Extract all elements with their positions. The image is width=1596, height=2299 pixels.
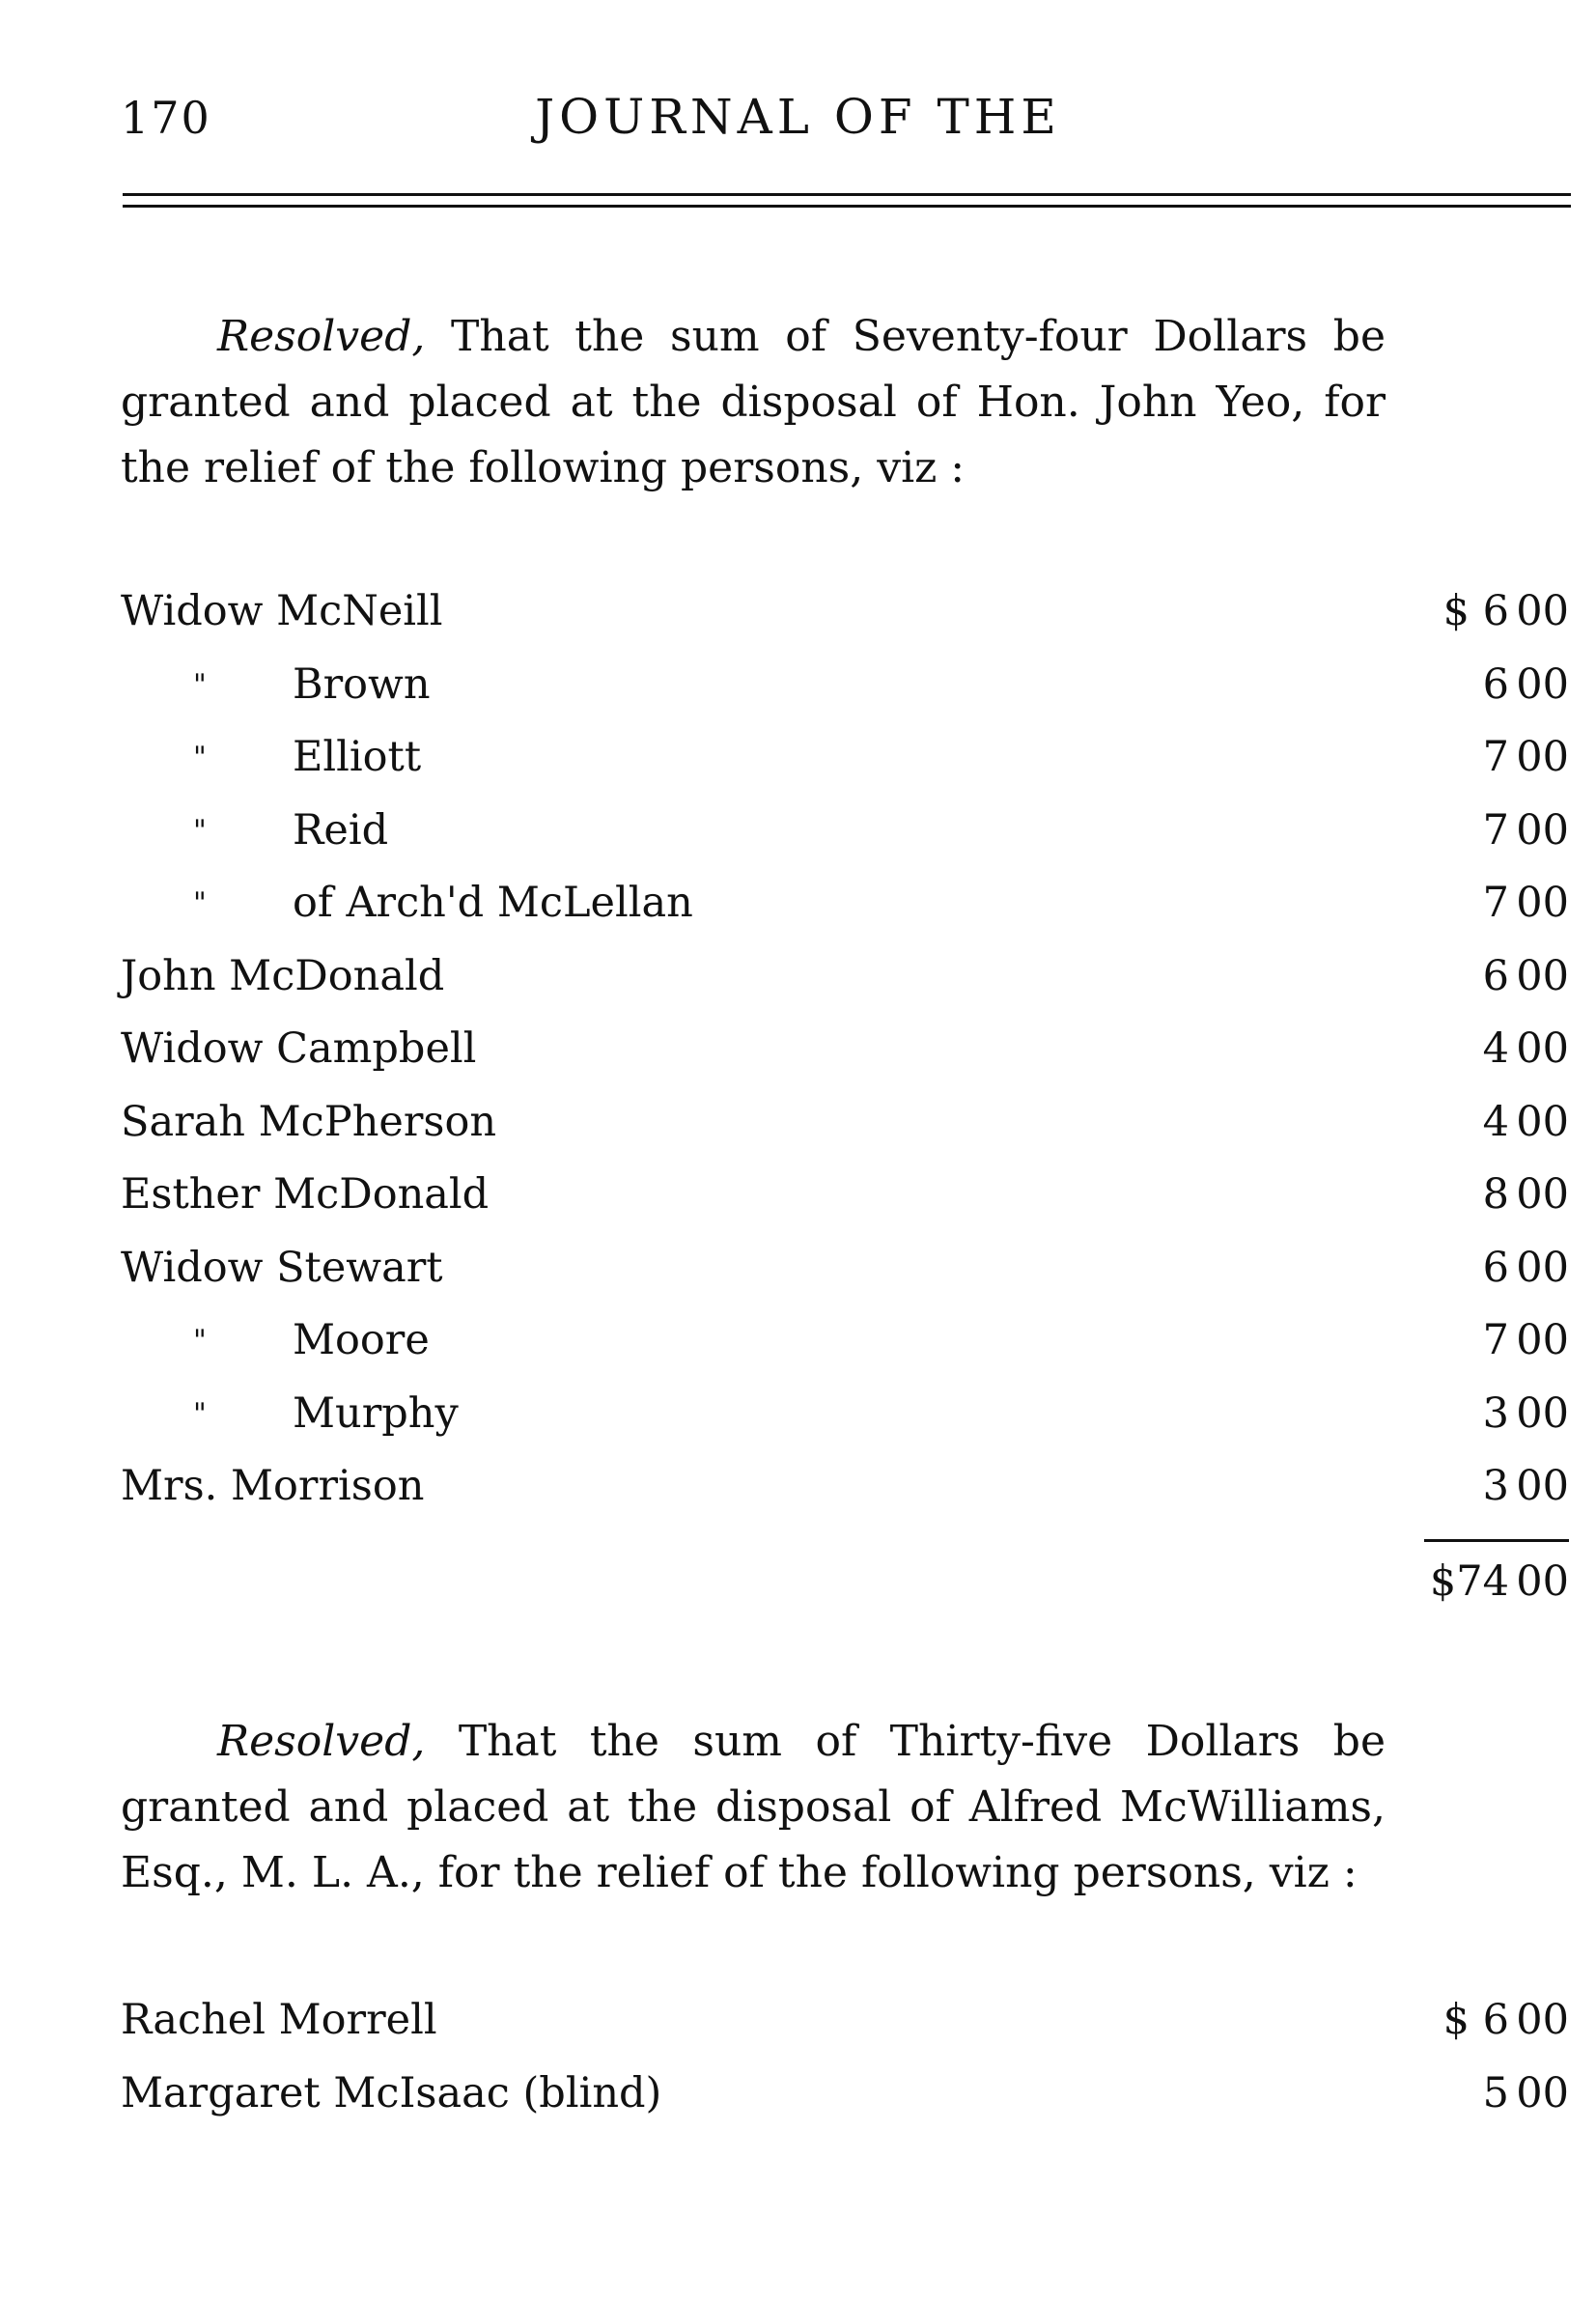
total-rule (1424, 1539, 1569, 1542)
ditto-mark: " (193, 886, 207, 920)
recipient-name: Sarah McPherson (121, 1097, 497, 1146)
resolved-lead: Resolved, (217, 312, 426, 361)
ditto-mark: " (193, 1324, 207, 1358)
recipient-name: Brown (293, 659, 431, 709)
list-item (121, 1304, 1569, 1378)
amount: $ 6 00 (1442, 587, 1569, 635)
amount: 7 00 (1482, 733, 1569, 781)
resolution-text: That the sum of Thirty-five Dollars be granted and placed at the disposal of Alfred McWilliams, Esq., M. L. A., for the relief of the following persons, viz : (121, 1717, 1386, 1897)
recipient-name: Mrs. Morrison (121, 1462, 425, 1510)
list-item (121, 2058, 1569, 2131)
ditto-mark: " (193, 667, 207, 702)
relief-list-2 (121, 1984, 1569, 2130)
amount: 8 00 (1482, 1170, 1569, 1219)
list-item (121, 1984, 1569, 2058)
recipient-name: Reid (293, 805, 389, 855)
amount: 7 00 (1482, 1316, 1569, 1364)
amount: 4 00 (1482, 1024, 1569, 1073)
recipient-name: Esther McDonald (121, 1170, 490, 1219)
list-item (121, 1159, 1569, 1232)
amount: 6 00 (1482, 659, 1569, 709)
list-item (121, 795, 1569, 868)
amount: 3 00 (1482, 1462, 1569, 1510)
list-item (121, 940, 1569, 1014)
amount: 4 00 (1482, 1097, 1569, 1146)
list-item (121, 575, 1569, 649)
resolved-lead: Resolved, (217, 1717, 426, 1766)
page-number: 170 (121, 92, 211, 144)
list-item (121, 1086, 1569, 1160)
ditto-mark: " (193, 741, 207, 774)
list-item (121, 867, 1569, 940)
running-head: JOURNAL OF THE (535, 89, 1061, 145)
recipient-name: Widow Campbell (121, 1024, 477, 1073)
amount: 6 00 (1482, 951, 1569, 1000)
amount: 7 00 (1482, 879, 1569, 927)
ditto-mark: " (193, 1396, 207, 1431)
list-item (121, 1232, 1569, 1305)
amount: 7 00 (1482, 805, 1569, 855)
amount: 3 00 (1482, 1388, 1569, 1438)
list-item (121, 1450, 1569, 1524)
list-item (121, 1378, 1569, 1451)
amount: $ 6 00 (1442, 1996, 1569, 2044)
resolution-paragraph-2 (121, 1709, 1386, 1906)
amount: 6 00 (1482, 1243, 1569, 1292)
recipient-name: John McDonald (121, 951, 445, 1000)
recipient-name: Widow McNeill (121, 587, 443, 635)
amount: 5 00 (1482, 2068, 1569, 2117)
list-item (121, 649, 1569, 722)
header-rule-bottom (123, 205, 1571, 208)
resolution-text: That the sum of Seventy-four Dollars be granted and placed at the disposal of Hon. John Yeo, for the relief of the following persons, viz : (121, 312, 1386, 492)
list-item (121, 1013, 1569, 1086)
recipient-name: Elliott (293, 733, 422, 781)
ditto-mark: " (193, 813, 207, 848)
recipient-name: Widow Stewart (121, 1243, 443, 1292)
recipient-name: Moore (293, 1316, 430, 1364)
header-rule-top (123, 193, 1571, 196)
list-item (121, 721, 1569, 795)
recipient-name: of Arch'd McLellan (293, 879, 693, 927)
recipient-name: Rachel Morrell (121, 1996, 437, 2044)
recipient-name: Margaret McIsaac (blind) (121, 2068, 662, 2117)
total-amount: $74 00 (1429, 1557, 1569, 1606)
relief-list-1 (121, 575, 1569, 1524)
resolution-paragraph-1 (121, 304, 1386, 501)
recipient-name: Murphy (293, 1388, 459, 1438)
